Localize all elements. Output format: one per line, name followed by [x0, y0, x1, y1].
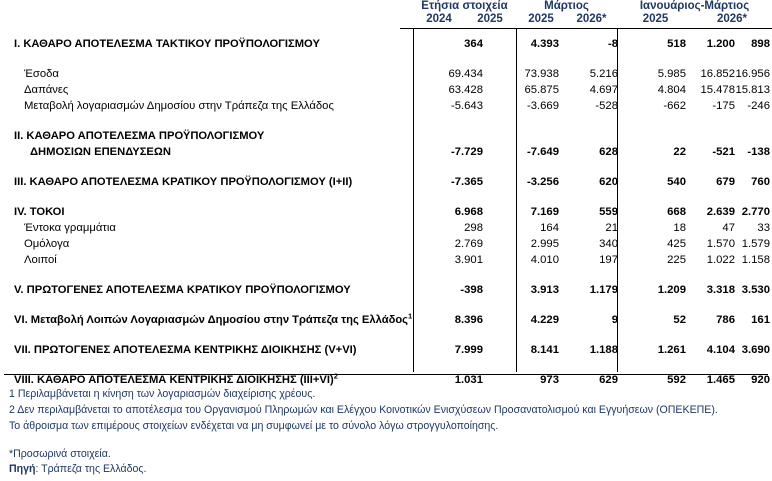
cell-annual-2024: 8.396	[454, 314, 483, 326]
row-values	[0, 82, 772, 98]
row-label: I. ΚΑΘΑΡΟ ΑΠΟΤΕΛΕΣΜΑ ΤΑΚΤΙΚΟΥ ΠΡΟΫΠΟΛΟΓΙΣΜΟΥ	[14, 38, 320, 50]
cell-annual-2025: -3.669	[526, 100, 559, 112]
cell-march-2025: 629	[599, 374, 618, 386]
cell-march-2026: 4.804	[657, 84, 686, 96]
cell-march-2026: 425	[667, 238, 686, 250]
cell-jm-2026: -246	[747, 100, 770, 112]
spacer	[0, 52, 772, 66]
cell-jm-2025: 786	[716, 314, 735, 326]
cell-jm-2026: 760	[751, 176, 770, 188]
cell-annual-2025: 4.229	[530, 314, 559, 326]
row-label: Μεταβολή λογαριασμών Δημοσίου στην Τράπεζα της Ελλάδος	[24, 100, 334, 112]
cell-annual-2025: -3.256	[526, 176, 559, 188]
cell-annual-2025: 4.010	[530, 254, 559, 266]
footnote-marker-1: 1	[408, 311, 413, 321]
cell-march-2025: -528	[595, 100, 618, 112]
cell-jm-2026: 1.579	[741, 238, 770, 250]
cell-march-2025: 559	[599, 206, 618, 218]
cell-annual-2025: 973	[540, 374, 559, 386]
source-value: : Τράπεζα της Ελλάδος.	[35, 463, 147, 475]
cell-annual-2024: 69.434	[448, 68, 483, 80]
cell-jm-2025: 2.639	[706, 206, 735, 218]
row-label-text: VIII. ΚΑΘΑΡΟ ΑΠΟΤΕΛΕΣΜΑ ΚΕΝΤΡΙΚΗΣ ΔΙΟΙΚΗΣΗΣ (III+VI)	[14, 374, 334, 386]
cell-jm-2026: 3.690	[741, 344, 770, 356]
cell-annual-2024: 7.999	[454, 344, 483, 356]
source-line	[9, 462, 409, 477]
cell-annual-2025: 65.875	[524, 84, 559, 96]
table-header	[0, 0, 772, 28]
footer-rule	[4, 374, 768, 375]
cell-annual-2024: -7.729	[450, 146, 483, 158]
column-group-march: Μάρτιος	[544, 0, 589, 12]
row-values	[0, 220, 772, 236]
cell-march-2025: 1.188	[589, 344, 618, 356]
source-label: Πηγή	[9, 463, 36, 475]
cell-march-2026: -662	[663, 100, 686, 112]
cell-annual-2025: 2.995	[530, 238, 559, 250]
cell-jm-2026: 920	[751, 374, 770, 386]
cell-march-2025: 9	[611, 314, 618, 326]
table-row	[0, 174, 772, 190]
cell-jm-2026: 1.158	[741, 254, 770, 266]
cell-march-2025: -8	[607, 38, 618, 50]
column-year-march-2026: 2026*	[576, 13, 607, 25]
cell-jm-2025: 4.104	[706, 344, 735, 356]
row-label: IV. ΤΟΚΟΙ	[14, 206, 65, 218]
footnote-rounding: Το άθροισμα των επιμέρους στοιχείων ενδέχεται να μη συμφωνεί με το σύνολο λόγω στρογγυλοποίησης.	[9, 420, 499, 432]
cell-march-2026: 518	[667, 38, 686, 50]
cell-jm-2025: 1.200	[706, 38, 735, 50]
table-body	[0, 28, 772, 388]
cell-annual-2024: 298	[464, 222, 483, 234]
row-values	[0, 144, 772, 160]
row-label: Έσοδα	[24, 68, 59, 80]
provisional-note: *Προσωρινά στοιχεία.	[9, 448, 111, 460]
row-values	[0, 312, 772, 328]
spacer	[0, 268, 772, 282]
cell-jm-2025: -521	[712, 146, 735, 158]
source-block	[9, 447, 409, 477]
cell-jm-2025: 1.022	[706, 254, 735, 266]
table-row	[0, 128, 772, 144]
row-label: Δαπάνες	[24, 84, 69, 96]
row-values	[0, 98, 772, 114]
column-group-jan-march: Ιανουάριος-Μάρτιος	[639, 0, 750, 12]
row-label-text: VI. Μεταβολή Λοιπών Λογαριασμών Δημοσίου στην Τράπεζα της Ελλάδος	[14, 314, 409, 326]
cell-march-2025: 340	[599, 238, 618, 250]
cell-jm-2025: 1.570	[706, 238, 735, 250]
cell-jm-2025: 16.852	[700, 68, 735, 80]
footnote-2: 2 Δεν περιλαμβάνεται το αποτέλεσμα του Οργανισμού Πληρωμών και Ελέγχου Κοινοτικών Ενισχύσεων Προσανατολισμού και Εγγυήσεων (ΟΠΕΚΕΠΕ).	[9, 404, 718, 416]
row-values	[0, 174, 772, 190]
cell-jm-2026: 2.770	[741, 206, 770, 218]
cell-annual-2024: 63.428	[448, 84, 483, 96]
cell-march-2026: 1.209	[657, 284, 686, 296]
table-row	[0, 98, 772, 114]
row-values	[0, 36, 772, 52]
row-label: III. ΚΑΘΑΡΟ ΑΠΟΤΕΛΕΣΜΑ ΚΡΑΤΙΚΟΥ ΠΡΟΫΠΟΛΟΓΙΣΜΟΥ (I+II)	[14, 176, 353, 188]
cell-jm-2025: 3.318	[706, 284, 735, 296]
spacer	[0, 328, 772, 342]
cell-jm-2026: 33	[757, 222, 770, 234]
cell-jm-2026: 16.956	[735, 68, 770, 80]
cell-march-2025: 1.179	[589, 284, 618, 296]
row-values	[0, 282, 772, 298]
cell-annual-2025: 164	[540, 222, 559, 234]
cell-jm-2025: 1.465	[706, 374, 735, 386]
table-row	[0, 342, 772, 358]
table-row	[0, 66, 772, 82]
cell-march-2025: 620	[599, 176, 618, 188]
cell-jm-2026: 898	[751, 38, 770, 50]
cell-jm-2025: 47	[722, 222, 735, 234]
table-row	[0, 282, 772, 298]
table-row	[0, 252, 772, 268]
column-year-march-2025: 2025	[528, 13, 554, 25]
row-label: II. ΚΑΘΑΡΟ ΑΠΟΤΕΛΕΣΜΑ ΠΡΟΫΠΟΛΟΓΙΣΜΟΥ	[14, 130, 265, 142]
spacer	[0, 358, 772, 372]
cell-jm-2026: 3.530	[741, 284, 770, 296]
cell-march-2026: 225	[667, 254, 686, 266]
cell-jm-2026: 161	[751, 314, 770, 326]
cell-jm-2025: 679	[716, 176, 735, 188]
cell-march-2026: 668	[667, 206, 686, 218]
cell-jm-2026: 15.813	[735, 84, 770, 96]
cell-march-2026: 1.261	[657, 344, 686, 356]
spacer	[0, 28, 772, 36]
cell-march-2025: 21	[605, 222, 618, 234]
cell-march-2025: 5.216	[589, 68, 618, 80]
cell-march-2025: 4.697	[589, 84, 618, 96]
cell-annual-2024: -398	[460, 284, 483, 296]
cell-annual-2024: 1.031	[454, 374, 483, 386]
cell-annual-2025: 8.141	[530, 344, 559, 356]
footnote-1: 1 Περιλαμβάνεται η κίνηση των λογαριασμών διαχείρισης χρέους.	[9, 388, 316, 400]
cell-annual-2024: 6.968	[454, 206, 483, 218]
row-values	[0, 236, 772, 252]
spacer	[0, 160, 772, 174]
cell-march-2026: 540	[667, 176, 686, 188]
cell-jm-2025: -175	[712, 100, 735, 112]
table-row	[0, 36, 772, 52]
footnotes	[9, 386, 769, 434]
cell-annual-2025: 4.393	[530, 38, 559, 50]
cell-annual-2024: 3.901	[454, 254, 483, 266]
table-row	[0, 236, 772, 252]
column-group-annual: Ετήσια στοιχεία	[421, 0, 508, 12]
table-row	[0, 144, 772, 160]
row-label: Ομόλογα	[24, 238, 70, 250]
table-row	[0, 312, 772, 328]
column-year-jm-2025: 2025	[642, 13, 669, 25]
cell-annual-2024: -7.365	[450, 176, 483, 188]
cell-annual-2024: -5.643	[450, 100, 483, 112]
row-values	[0, 342, 772, 358]
row-label: Έντοκα γραμμάτια	[24, 222, 116, 234]
column-year-annual-2025: 2025	[477, 13, 503, 25]
cell-annual-2025: 3.913	[530, 284, 559, 296]
footnote-marker-2: 2	[333, 371, 338, 381]
table-row	[0, 220, 772, 236]
cell-march-2025: 628	[599, 146, 618, 158]
row-values	[0, 252, 772, 268]
cell-annual-2024: 2.769	[454, 238, 483, 250]
cell-annual-2024: 364	[464, 38, 483, 50]
cell-march-2026: 22	[673, 146, 686, 158]
column-year-annual-2024: 2024	[426, 13, 452, 25]
row-label: VII. ΠΡΩΤΟΓΕΝΕΣ ΑΠΟΤΕΛΕΣΜΑ ΚΕΝΤΡΙΚΗΣ ΔΙΟΙΚΗΣΗΣ (V+VI)	[14, 344, 357, 356]
spacer	[0, 114, 772, 128]
cell-jm-2025: 15.478	[700, 84, 735, 96]
table-row	[0, 204, 772, 220]
row-label: Λοιποί	[24, 254, 57, 266]
cell-march-2026: 18	[673, 222, 686, 234]
row-values	[0, 66, 772, 82]
cell-annual-2025: -7.649	[526, 146, 559, 158]
row-values	[0, 204, 772, 220]
cell-march-2026: 5.985	[657, 68, 686, 80]
row-label: ΔΗΜΟΣΙΩΝ ΕΠΕΝΔΥΣΕΩΝ	[30, 146, 171, 158]
cell-jm-2026: -138	[747, 146, 770, 158]
cell-annual-2025: 73.938	[524, 68, 559, 80]
cell-annual-2025: 7.169	[530, 206, 559, 218]
table-row	[0, 82, 772, 98]
cell-march-2026: 52	[673, 314, 686, 326]
column-year-jm-2026: 2026*	[716, 13, 748, 25]
cell-march-2026: 592	[667, 374, 686, 386]
spacer	[0, 298, 772, 312]
cell-march-2025: 197	[599, 254, 618, 266]
spacer	[0, 190, 772, 204]
row-label: V. ΠΡΩΤΟΓΕΝΕΣ ΑΠΟΤΕΛΕΣΜΑ ΚΡΑΤΙΚΟΥ ΠΡΟΫΠΟΛΟΓΙΣΜΟΥ	[14, 284, 351, 296]
